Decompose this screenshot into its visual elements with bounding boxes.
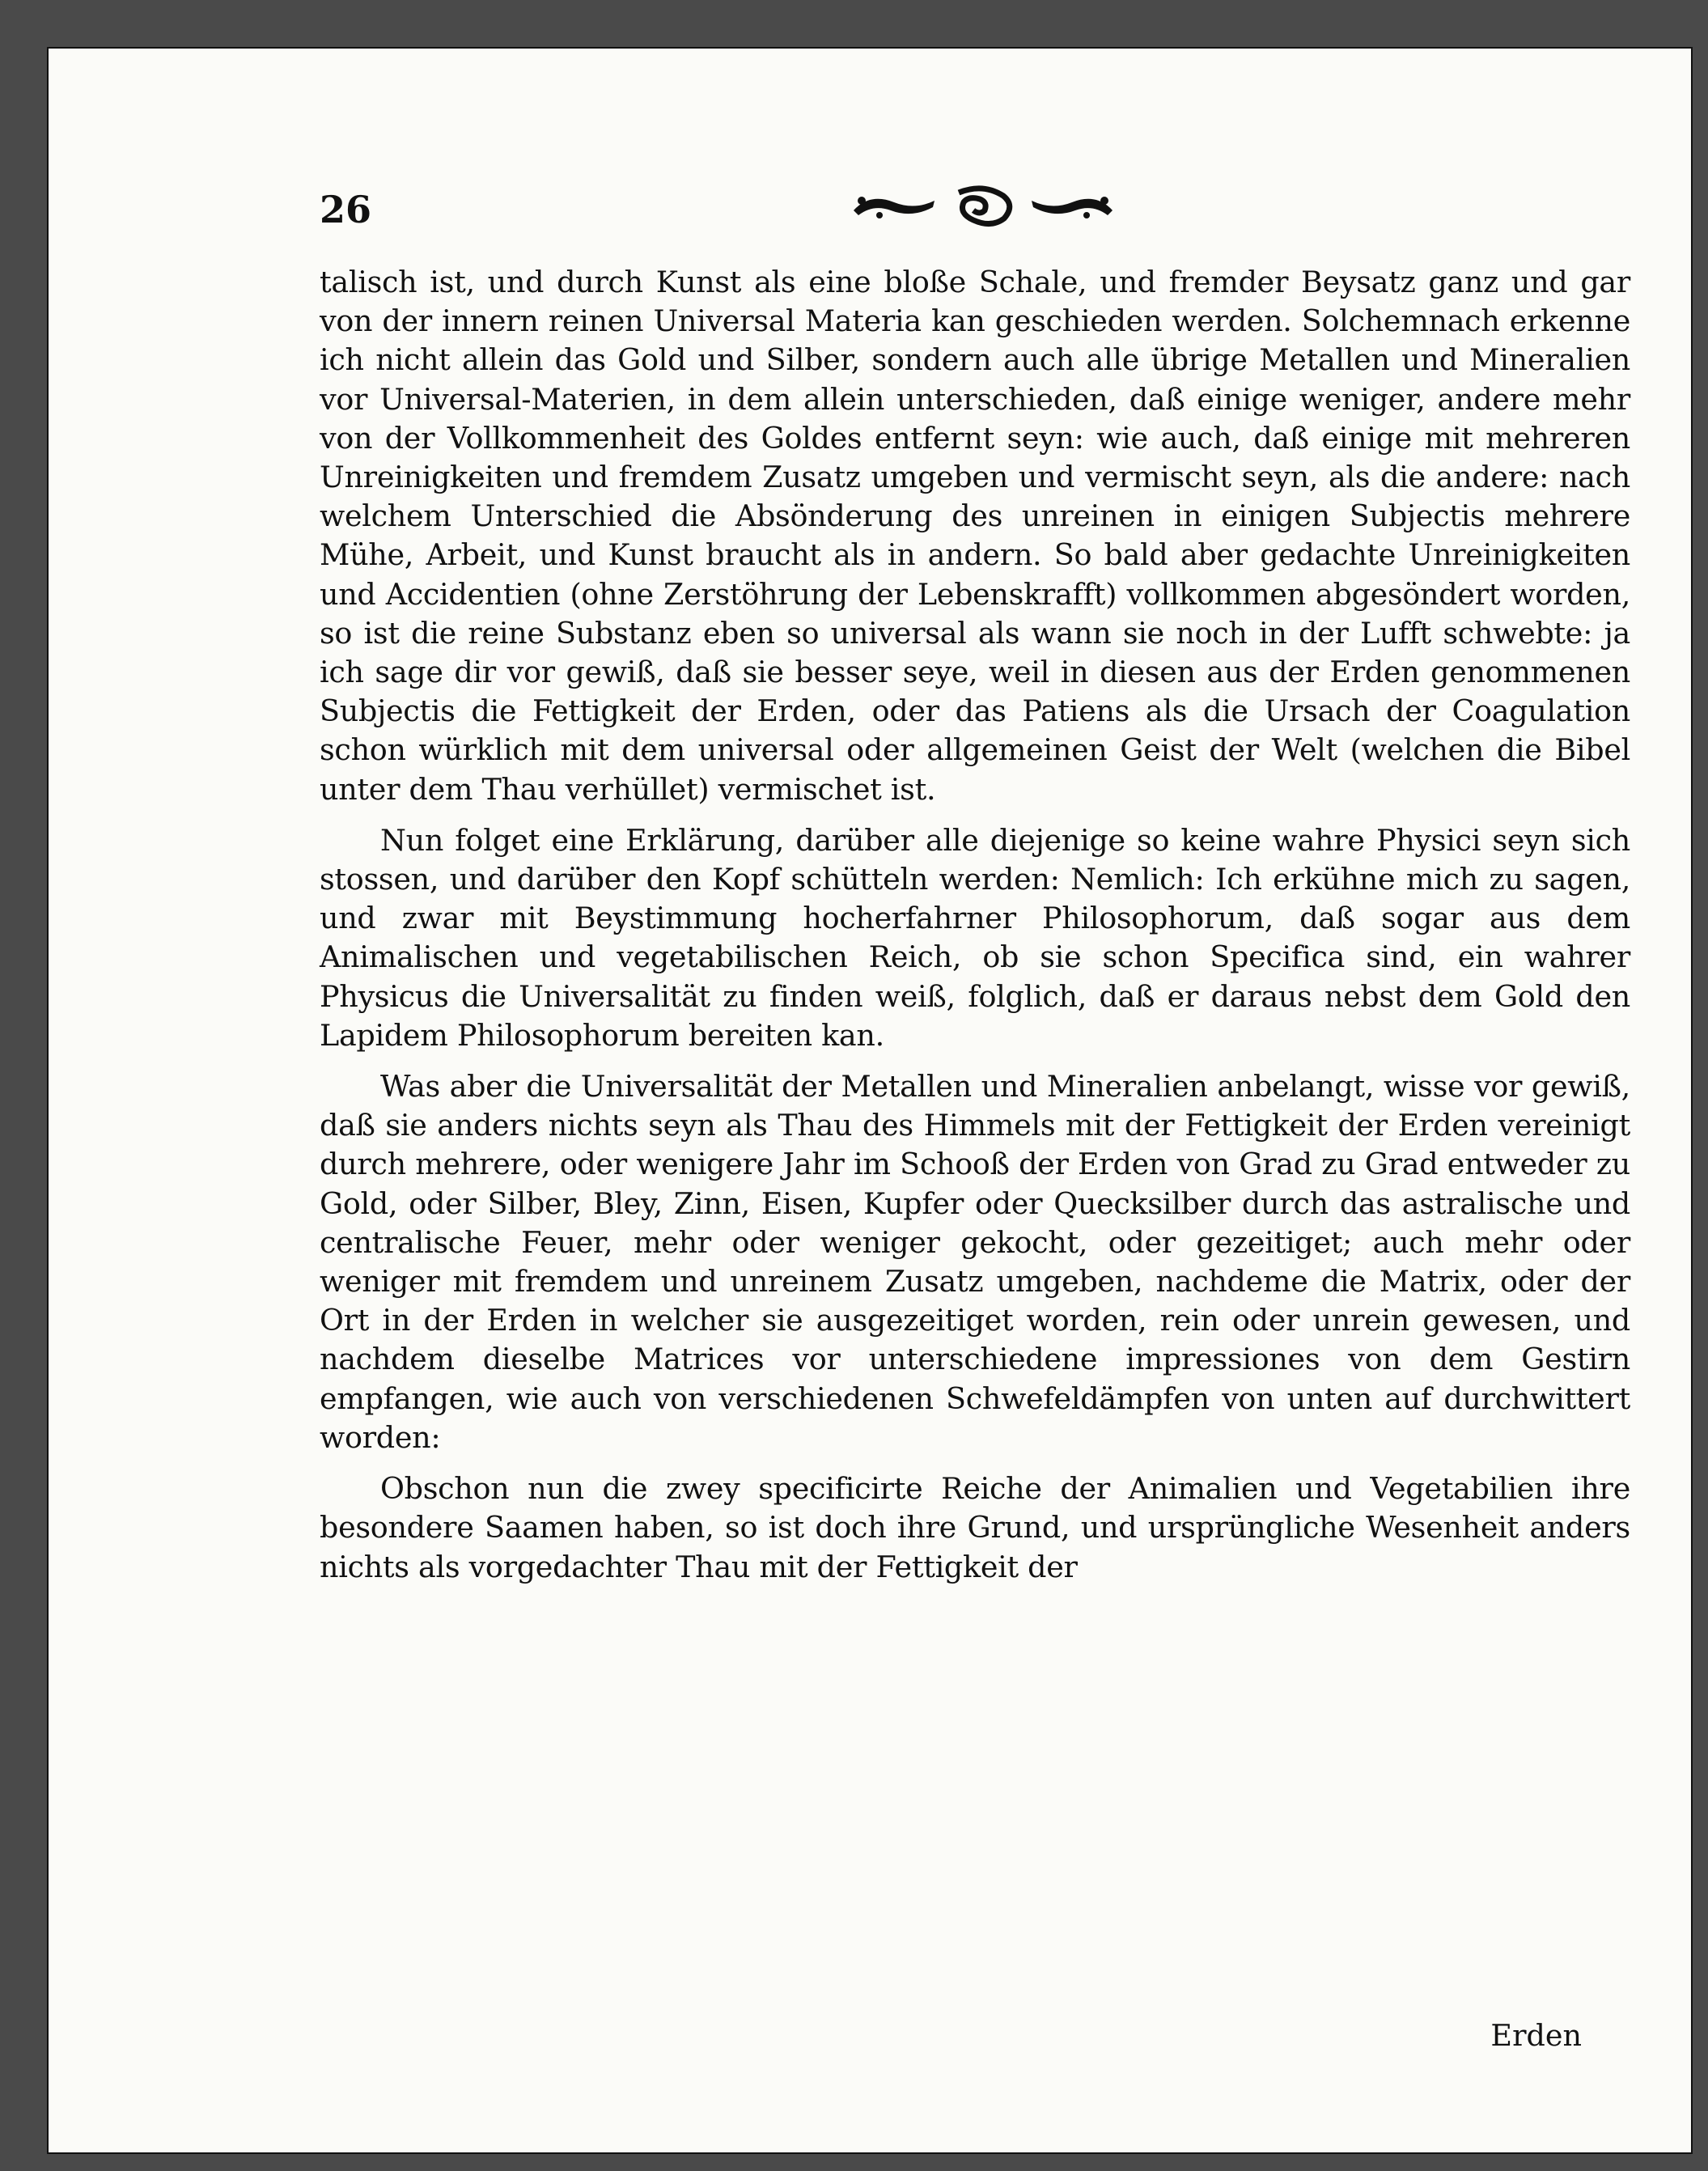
paragraph-2: Nun folget eine Erklärung, darüber alle diejenige so keine wahre Physici seyn sich stossen, und darüber den Kopf schütteln werden: Nemlich: Ich erkühne mich zu sagen, und zwar mit Beystimmung hocherfahrner Philosophorum, daß sogar aus dem Animalischen und vegetabilischen Reich, ob sie schon Specifica sind, ein wahrer Physicus die Universalität zu finden weiß, folglich, daß er daraus nebst dem Gold den Lapidem Philosophorum bereiten kan. — [320, 822, 1630, 1053]
paragraph-4: Obschon nun die zwey specificirte Reiche der Animalien und Vegetabilien ihre besondere Saamen haben, so ist doch ihre Grund, und ursprüngliche Wesenheit anders nichts als vorgedachter Thau mit der Fettigkeit der — [320, 1471, 1630, 1584]
printers-ornament-icon — [837, 178, 1129, 235]
body-text — [320, 263, 1630, 1599]
paragraph-3: Was aber die Universalität der Metallen und Mineralien anbelangt, wisse vor gewiß, daß sie anders nichts seyn als Thau des Himmels mit der Fettigkeit der Erden vereinigt durch mehrere, oder wenigere Jahr im Schooß der Erden von Grad zu Grad entweder zu Gold, oder Silber, Bley, Zinn, Eisen, Kupfer oder Quecksilber durch das astralische und centralische Feuer, mehr oder weniger gekocht, oder gezeitiget; auch mehr oder weniger mit fremdem und unreinem Zusatz umgeben, nachdeme die Matrix, oder der Ort in der Erden in welcher sie ausgezeitiget worden, rein oder unrein gewesen, und nachdem dieselbe Matrices vor unterschiedene impressiones von dem Gestirn empfangen, wie auch von verschiedenen Schwefeldämpfen von unten auf durchwittert worden: — [320, 1069, 1630, 1455]
book-page — [49, 49, 1691, 2152]
page-header — [320, 178, 1630, 243]
catchword: Erden — [1490, 2018, 1582, 2053]
paragraph-1: talisch ist, und durch Kunst als eine bloße Schale, und fremder Beysatz ganz und gar von der innern reinen Universal Materia kan geschieden werden. Solchemnach erkenne ich nicht allein das Gold und Silber, sondern auch alle übrige Metallen und Mineralien vor Universal-Materien, in dem allein unterschieden, daß einige weniger, andere mehr von der Vollkommenheit des Goldes entfernt seyn: wie auch, daß einige mit mehreren Unreinigkeiten und fremdem Zusatz umgeben und vermischt seyn, als die andere: nach welchem Unterschied die Absönderung des unreinen in einigen Subjectis mehrere Mühe, Arbeit, und Kunst braucht als in andern. So bald aber gedachte Unreinigkeiten und Accidentien (ohne Zerstöhrung der Lebenskrafft) vollkommen abgesöndert worden, so ist die reine Substanz eben so universal als wann sie noch in der Lufft schwebte: ja ich sage dir vor gewiß, daß sie besser seye, weil in diesen aus der Erden genommenen Subjectis die Fettigkeit der Erden, oder das Patiens als die Ursach der Coagulation schon würklich mit dem universal oder allgemeinen Geist der Welt (welchen die Bibel unter dem Thau verhüllet) vermischet ist. — [320, 265, 1630, 807]
page-number: 26 — [320, 188, 372, 231]
